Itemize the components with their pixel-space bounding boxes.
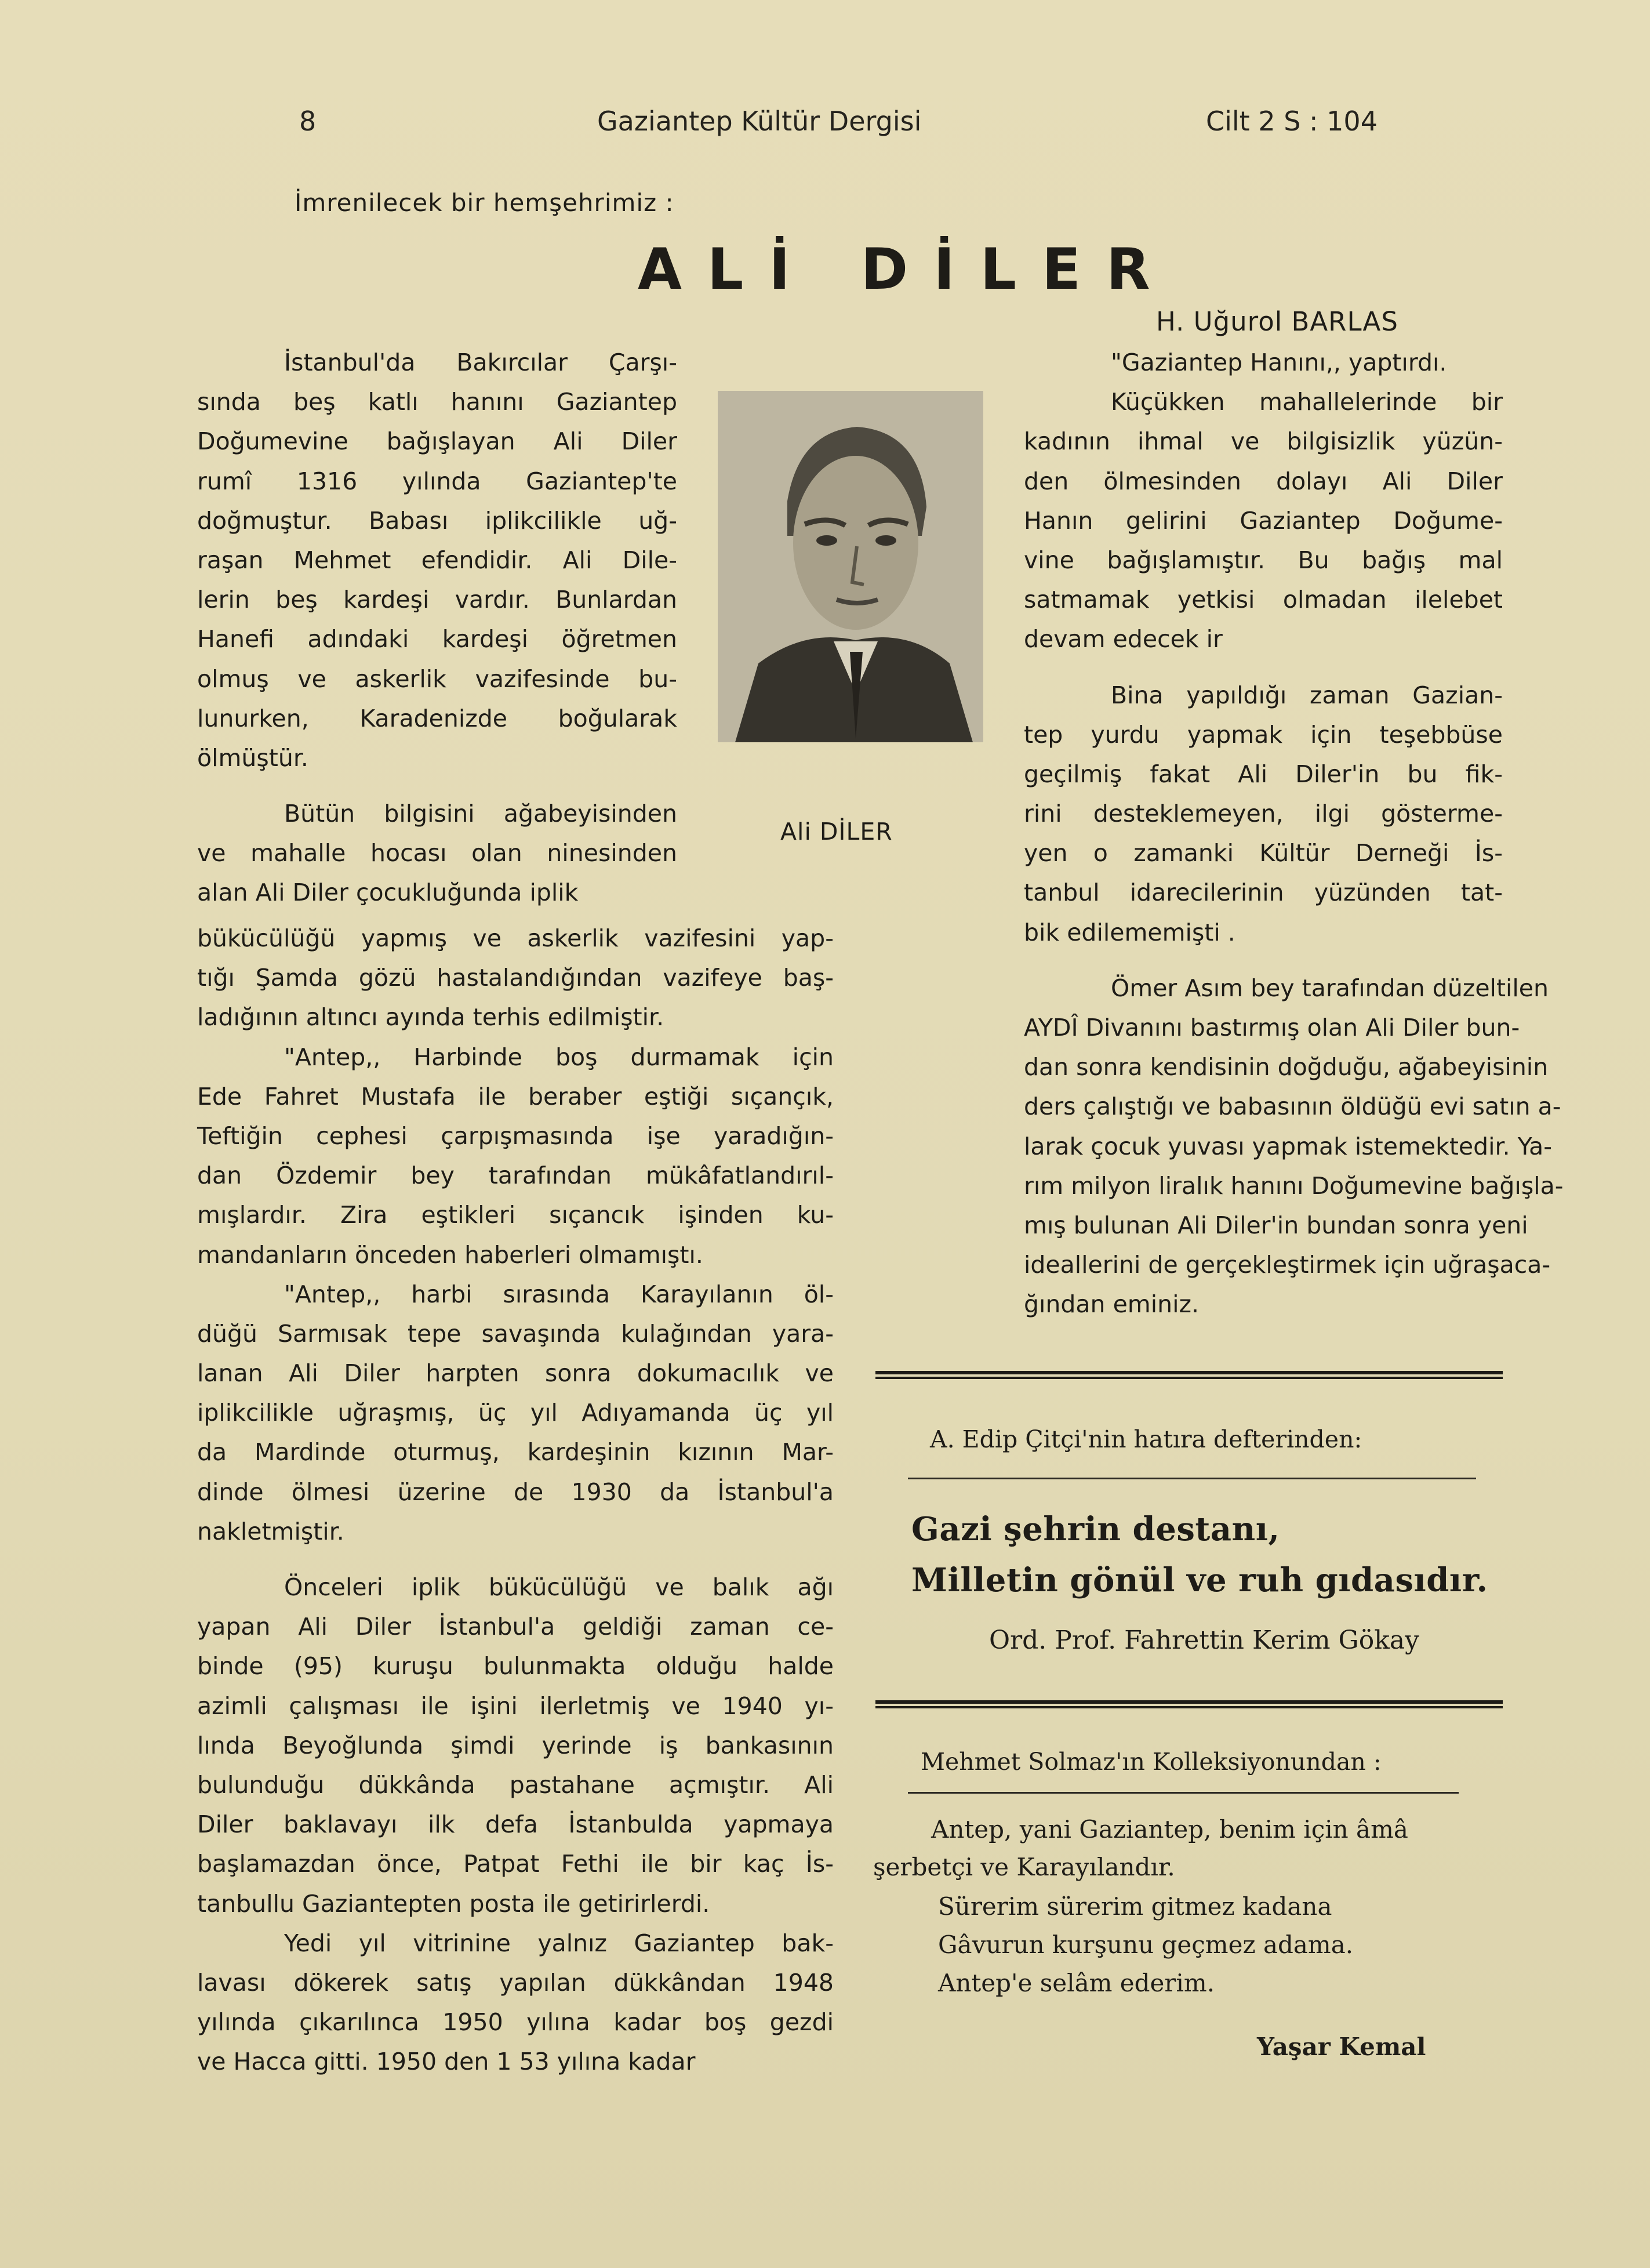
text-line: raşan Mehmet efendidir. Ali Dile- <box>197 546 677 574</box>
text-line: tığı Şamda gözü hastalandığından vazifeye baş- <box>197 964 834 992</box>
text-line: dinde ölmesi üzerine de 1930 da İstanbul'a <box>197 1478 834 1506</box>
poem-line: Antep, yani Gaziantep, benim için âmâ <box>931 1815 1408 1844</box>
text-line: ve mahalle hocası olan ninesinden <box>197 839 677 868</box>
paragraph-gap <box>197 1551 834 1567</box>
text-line: bik edilememişti . <box>1024 918 1235 946</box>
poem-line: şerbetçi ve Karayılandır. <box>873 1853 1175 1881</box>
text-line: Bütün bilgisini ağabeyisinden <box>284 800 677 828</box>
text-line: alan Ali Diler çocukluğunda iplik <box>197 879 579 907</box>
text-line: ölmüştür. <box>197 743 308 772</box>
text-line: Küçükken mahallelerinde bir <box>1111 388 1503 416</box>
gazi-quote-author: Ord. Prof. Fahrettin Kerim Gökay <box>989 1625 1419 1655</box>
text-line: Diler baklavayı ilk defa İstanbulda yapmaya <box>197 1810 834 1839</box>
text-line: sında beş katlı hanını Gaziantep <box>197 388 677 416</box>
portrait-illustration <box>718 391 983 742</box>
text-line: yılında çıkarılınca 1950 yılına kadar boş gezdi <box>197 2008 834 2037</box>
text-line: Hanefi adındaki kardeşi öğretmen <box>197 625 677 654</box>
text-line: tanbul idarecilerinin yüzünden tat- <box>1024 879 1503 907</box>
text-line: geçilmiş fakat Ali Diler'in bu fik- <box>1024 760 1503 788</box>
text-line: lerin beş kardeşi vardır. Bunlardan <box>197 586 677 614</box>
text-line: lavası dökerek satış yapılan dükkândan 1948 <box>197 1968 834 1997</box>
text-line: lında Beyoğlunda şimdi yerinde iş bankasının <box>197 1731 834 1759</box>
gazi-quote-line-2: Milletin gönül ve ruh gıdasıdır. <box>911 1561 1488 1599</box>
text-line: lunurken, Karadenizde boğularak <box>197 704 677 732</box>
text-line: den ölmesinden dolayı Ali Diler <box>1024 467 1503 495</box>
text-line: iplikcilikle uğraşmış, üç yıl Adıyamanda üç yıl <box>197 1399 834 1427</box>
text-line: azimli çalışması ile işini ilerletmiş ve 1940 yı- <box>197 1692 834 1720</box>
text-line: başlamazdan önce, Patpat Fethi ile bir kaç İs- <box>197 1850 834 1878</box>
text-line: devam edecek ir <box>1024 625 1223 654</box>
text-line: binde (95) kuruşu bulunmakta olduğu halde <box>197 1652 834 1681</box>
poem-heading-underline <box>908 1792 1459 1794</box>
text-line: bükücülüğü yapmış ve askerlik vazifesini yap- <box>197 924 834 952</box>
text-line: düğü Sarmısak tepe savaşında kulağından yara- <box>197 1319 834 1348</box>
text-line: doğmuştur. Babası iplikcilikle uğ- <box>197 506 677 535</box>
text-line: ve Hacca gitti. 1950 den 1 53 yılına kadar <box>197 2048 696 2076</box>
article-title: ALİ DİLER <box>638 237 1176 303</box>
text-line: tanbullu Gaziantepten posta ile getirirlerdi. <box>197 1889 710 1918</box>
text-line: lanan Ali Diler harpten sonra dokumacılık ve <box>197 1359 834 1388</box>
text-line: olmuş ve askerlik vazifesinde bu- <box>197 665 677 693</box>
text-line: Doğumevine bağışlayan Ali Diler <box>197 427 677 456</box>
text-line: Ömer Asım bey tarafından düzeltilen <box>1111 974 1549 1002</box>
poem-line: Antep'e selâm ederim. <box>938 1969 1215 1997</box>
text-line: "Gaziantep Hanını,, yaptırdı. <box>1111 349 1447 376</box>
section-rule <box>875 1371 1503 1379</box>
text-line: ders çalıştığı ve babasının öldüğü evi satın a- <box>1024 1093 1561 1121</box>
text-line: ğından eminiz. <box>1024 1290 1200 1319</box>
text-line: rini desteklemeyen, ilgi gösterme- <box>1024 800 1503 828</box>
text-line: dan Özdemir bey tarafından mükâfatlandırıl- <box>197 1162 834 1190</box>
text-line: ladığının altıncı ayında terhis edilmiştir. <box>197 1003 664 1032</box>
text-line: AYDÎ Divanını bastırmış olan Ali Diler bun- <box>1024 1014 1520 1042</box>
portrait-photo <box>718 391 983 742</box>
gazi-box-heading: A. Edip Çitçi'nin hatıra defterinden: <box>930 1425 1362 1453</box>
text-line: mandanların önceden haberleri olmamıştı. <box>197 1240 703 1269</box>
poem-line: Gâvurun kurşunu geçmez adama. <box>938 1930 1354 1959</box>
text-line: İstanbul'da Bakırcılar Çarşı- <box>284 349 677 376</box>
text-line: rumî 1316 yılında Gaziantep'te <box>197 467 677 495</box>
text-line: Ede Fahret Mustafa ile beraber eştiği sıçançık, <box>197 1082 834 1111</box>
poem-signature: Yaşar Kemal <box>1257 2033 1426 2061</box>
text-line: "Antep,, harbi sırasında Karayılanın öl- <box>284 1280 834 1308</box>
article-kicker: İmrenilecek bir hemşehrimiz : <box>295 188 674 217</box>
text-line: Teftiğin cephesi çarpışmasında işe yaradığın- <box>197 1122 834 1150</box>
article-column-left-wide <box>197 919 834 2081</box>
text-line: "Antep,, Harbinde boş durmamak için <box>284 1043 834 1071</box>
article-column-right <box>1024 343 1564 1324</box>
text-line: Bina yapıldığı zaman Gazian- <box>1111 681 1503 709</box>
text-line: kadının ihmal ve bilgisizlik yüzün- <box>1024 427 1503 456</box>
text-line: tep yurdu yapmak için teşebbüse <box>1024 720 1503 749</box>
text-line: vine bağışlamıştır. Bu bağış mal <box>1024 546 1503 574</box>
text-line: nakletmiştir. <box>197 1517 344 1545</box>
article-column-left-narrow <box>197 343 677 913</box>
photo-caption: Ali DİLER <box>780 818 893 845</box>
text-line: bulunduğu dükkânda pastahane açmıştır. Ali <box>197 1770 834 1799</box>
text-line: ideallerini de gerçekleştirmek için uğraşaca- <box>1024 1251 1551 1279</box>
text-line: dan sonra kendisinin doğduğu, ağabeyisinin <box>1024 1053 1549 1082</box>
poem-line: Sürerim sürerim gitmez kadana <box>938 1892 1332 1921</box>
text-line: larak çocuk yuvası yapmak istemektedir. Ya- <box>1024 1132 1553 1160</box>
volume-issue: Cilt 2 S : 104 <box>1206 106 1378 137</box>
poem-box-heading: Mehmet Solmaz'ın Kolleksiyonundan : <box>921 1748 1382 1776</box>
text-line: rım milyon liralık hanını Doğumevine bağışla- <box>1024 1171 1564 1200</box>
section-rule <box>875 1700 1503 1708</box>
text-line: mış bulunan Ali Diler'in bundan sonra yeni <box>1024 1211 1528 1239</box>
text-line: yen o zamanki Kültür Derneği İs- <box>1024 839 1503 868</box>
gazi-heading-underline <box>908 1478 1476 1479</box>
text-line: satmamak yetkisi olmadan ilelebet <box>1024 586 1503 614</box>
paragraph-gap <box>197 778 677 794</box>
text-line: Yedi yıl vitrinine yalnız Gaziantep bak- <box>284 1929 834 1957</box>
text-line: mışlardır. Zira eştikleri sıçancık işinden ku- <box>197 1201 834 1229</box>
page-number: 8 <box>299 106 317 137</box>
article-byline: H. Uğurol BARLAS <box>1156 306 1398 337</box>
paragraph-gap <box>1024 659 1503 676</box>
text-line: da Mardinde oturmuş, kardeşinin kızının Mar- <box>197 1438 834 1467</box>
journal-title: Gaziantep Kültür Dergisi <box>597 106 922 137</box>
text-line: Önceleri iplik bükücülüğü ve balık ağı <box>284 1573 834 1601</box>
text-line: Hanın gelirini Gaziantep Doğume- <box>1024 506 1503 535</box>
text-line: yapan Ali Diler İstanbul'a geldiği zaman ce- <box>197 1613 834 1641</box>
gazi-quote-line-1: Gazi şehrin destanı, <box>911 1510 1280 1548</box>
paragraph-gap <box>1024 952 1503 968</box>
